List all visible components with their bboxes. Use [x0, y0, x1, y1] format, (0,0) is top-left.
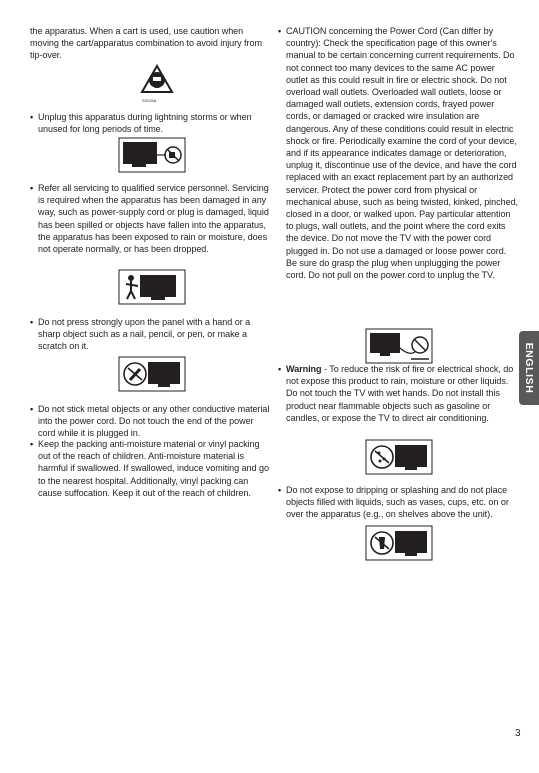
page-number: 3 [515, 728, 521, 739]
dripping-text: • Do not expose to dripping or splashing and do not place objects filled with liquids, such as vases, cups, etc. on or over the apparatus (e.g., on shelves above the unit). [278, 484, 518, 521]
panel-press-text: • Do not press strongly upon the panel with a hand or a sharp object such as a nail, pencil, or pen, or make a scratch on it. [30, 316, 270, 353]
power-cord-caution-text: • CAUTION concerning the Power Cord (Can differ by country): Check the specification page of this owner's manual to be certain concerning current requirements. Do not connect too many devices to the same AC power outlet as this could result in fire or electric shock. Do not overload wall outlets. Overloaded wall outlets, loose or damaged wall outlets, extension cords, frayed power cords, or damaged or cracked wire insulation are dangerous. Any of these conditions could result in electric shock or fire. Periodically examine the cord of your device, and if its appearance indicates damage or deterioration, unplug it, discontinue use of the device, and have the cord replaced with an exact replacement part by an authorized servicer. Protect the power cord from physical or mechanical abuse, such as being twisted, kinked, pinched, closed in a door, or walked upon. Pay particular attention to plugs, wall outlets, and the point where the cord exits the device. Do not move the TV with the power cord plugged in. Do not use a damaged or loose power cord. Be sure do grasp the plug when unplugging the power cord. Do not pull on the power cord to unplug the TV. [278, 25, 518, 281]
metal-objects-text: • Do not stick metal objects or any other conductive material into the power cord. Do not touch the end of the power cord while it is plugged in. [30, 403, 270, 440]
warning-text [278, 363, 518, 424]
power-cord-tv-icon [365, 328, 433, 364]
no-scratch-tv-icon [118, 356, 186, 392]
packing-text: • Keep the packing anti-moisture material or vinyl packing out of the reach of children. Anti-moisture material is harmful if swallowed. If swallowed, induce vomiting and go to the nearest hospital. Additionally, vinyl packing can cause suffocation. Keep it out of the reach of children. [30, 438, 270, 499]
cart-caution-text: the apparatus. When a cart is used, use caution when moving the cart/apparatus combination to avoid injury from tip-over. [30, 26, 262, 61]
servicing-tv-icon [118, 269, 186, 305]
no-liquid-tv-icon [365, 439, 433, 475]
language-tab [519, 331, 539, 405]
language-tab-label: ENGLISH [523, 342, 535, 394]
cart-icon-caption: S3126A [142, 98, 157, 103]
warning-label: Warning [286, 364, 322, 374]
unplug-tv-icon [118, 137, 186, 173]
lightning-text: • Unplug this apparatus during lightning storms or when unused for long periods of time. [30, 111, 270, 135]
no-vase-tv-icon [365, 525, 433, 561]
servicing-text: • Refer all servicing to qualified service personnel. Servicing is required when the apparatus has been damaged in any way, such as power-supply cord or plug is damaged, liquid has been spilled or objects have fallen into the apparatus, the apparatus has been exposed to rain or moisture, does not operate normally, or has been dropped. [30, 182, 270, 255]
cart-tip-over-icon [140, 64, 174, 104]
warning-body: - To reduce the risk of fire or electrical shock, do not expose this product to rain, moisture or other liquids. Do not touch the TV with wet hands. Do not install this product near flammable objects such as gasoline or candles, or expose the TV to direct air conditioning. [286, 364, 514, 423]
